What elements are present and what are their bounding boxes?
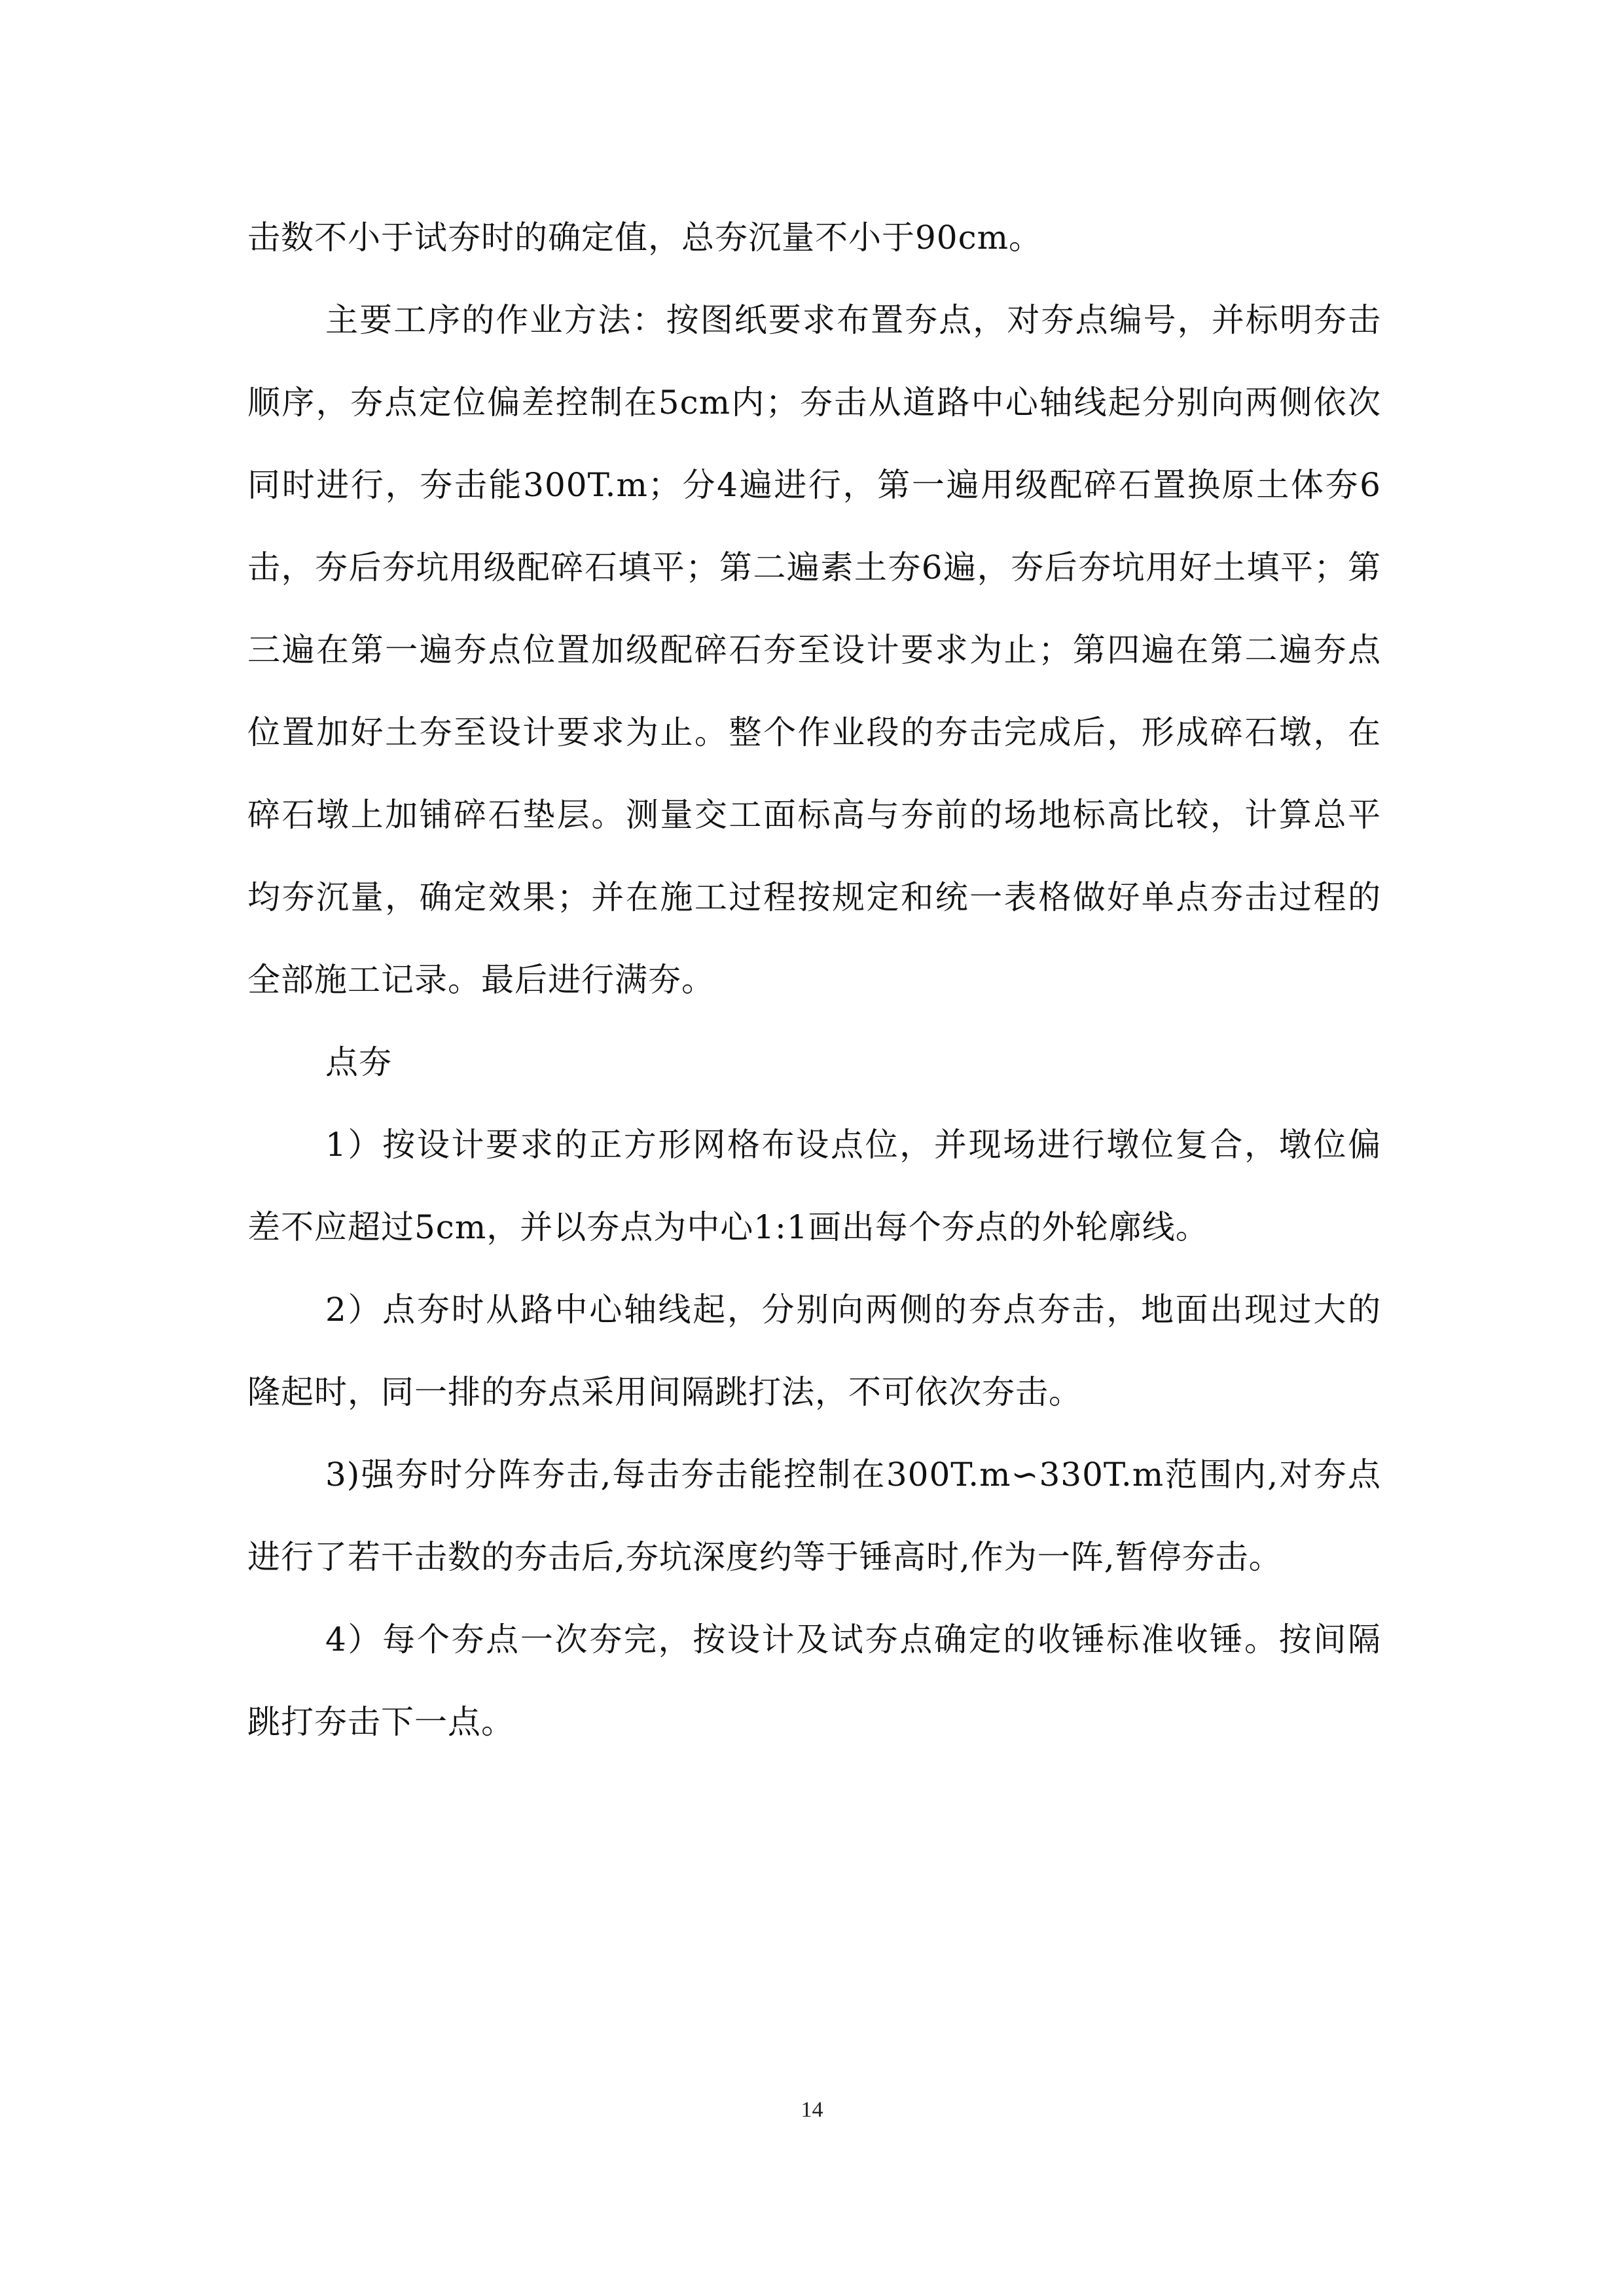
section-heading-point-tamping: 点夯 xyxy=(325,1043,392,1081)
paragraph-continuation: 击数不小于试夯时的确定值，总夯沉量不小于90cm。 xyxy=(247,219,1043,257)
document-body xyxy=(247,196,1381,1763)
list-item-3: 3)强夯时分阵夯击,每击夯击能控制在300T.m∽330T.m范围内,对夯点进行了若干击数的夯击后,夯坑深度约等于锤高时,作为一阵,暂停夯击。 xyxy=(247,1456,1381,1576)
paragraph-main-procedure: 主要工序的作业方法：按图纸要求布置夯点，对夯点编号，并标明夯击顺序，夯点定位偏差控制在5cm内；夯击从道路中心轴线起分别向两侧依次同时进行，夯击能300T.m；分4遍进行，第一遍用级配碎石置换原土体夯6击，夯后夯坑用级配碎石填平；第二遍素土夯6遍，夯后夯坑用好土填平；第三遍在第一遍夯点位置加级配碎石夯至设计要求为止；第四遍在第二遍夯点位置加好土夯至设计要求为止。整个作业段的夯击完成后，形成碎石墩，在碎石墩上加铺碎石垫层。测量交工面标高与夯前的场地标高比较，计算总平均夯沉量，确定效果；并在施工过程按规定和统一表格做好单点夯击过程的全部施工记录。最后进行满夯。 xyxy=(247,301,1381,999)
list-item-4: 4）每个夯点一次夯完，按设计及试夯点确定的收锤标准收锤。按间隔跳打夯击下一点。 xyxy=(247,1621,1381,1741)
list-item-1: 1）按设计要求的正方形网格布设点位，并现场进行墩位复合，墩位偏差不应超过5cm，并以夯点为中心1:1画出每个夯点的外轮廓线。 xyxy=(247,1126,1381,1246)
list-item-2: 2）点夯时从路中心轴线起，分别向两侧的夯点夯击，地面出现过大的隆起时，同一排的夯点采用间隔跳打法，不可依次夯击。 xyxy=(247,1291,1381,1411)
page-number: 14 xyxy=(801,2098,823,2122)
